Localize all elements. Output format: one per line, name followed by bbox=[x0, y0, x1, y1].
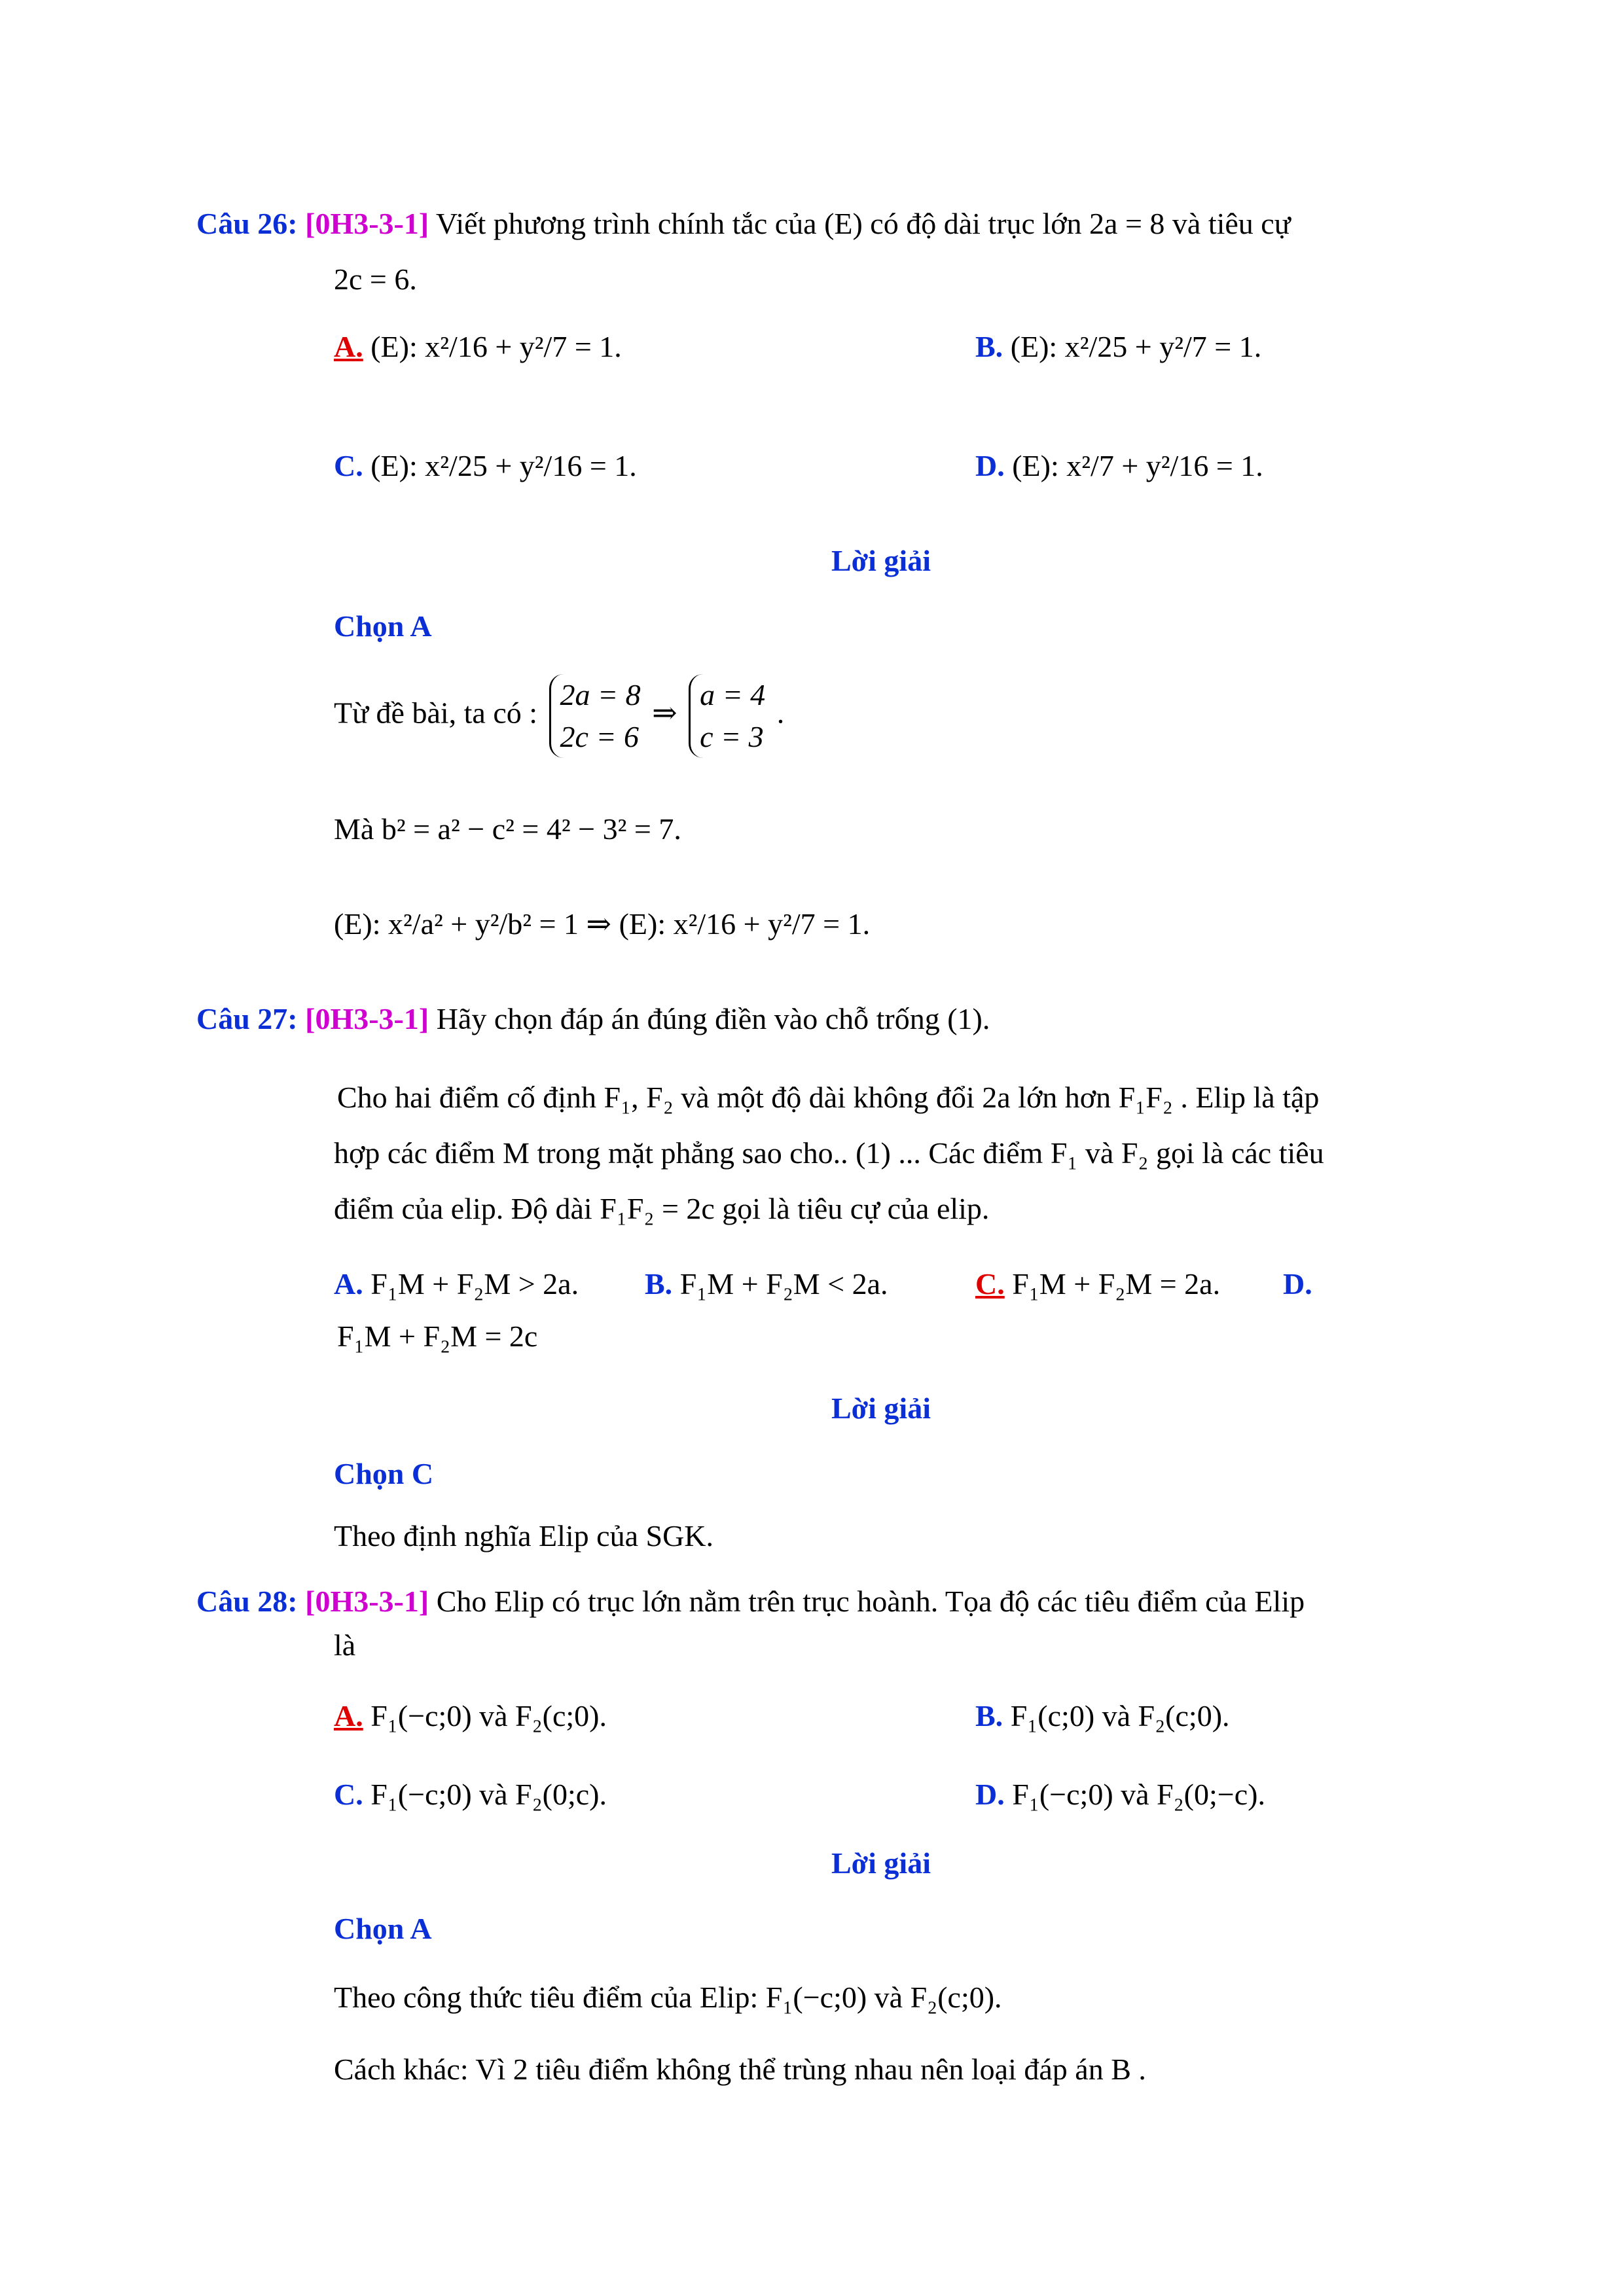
q28-option-a bbox=[334, 1695, 607, 1737]
q27-explain: Theo định nghĩa Elip của SGK. bbox=[334, 1519, 714, 1552]
q26-system-given: 2a = 8 2c = 6 bbox=[549, 674, 641, 758]
q27-option-c-expr: F₁M + F₂M = 2a. bbox=[1012, 1267, 1221, 1300]
q28-option-a-expr: F₁(−c;0) và F₂(c;0). bbox=[370, 1699, 607, 1732]
q28-tag: [0H3-3-1] bbox=[305, 1585, 429, 1618]
q26-option-b-letter: B. bbox=[975, 330, 1003, 363]
q26-choice: Chọn A bbox=[334, 609, 432, 643]
q28-choice: Chọn A bbox=[334, 1912, 432, 1945]
q26-option-d-letter: D. bbox=[975, 449, 1005, 482]
q26-option-c bbox=[334, 445, 637, 487]
q27-option-b-expr: F₁M + F₂M < 2a. bbox=[679, 1267, 888, 1300]
q26-line2: Mà b² = a² − c² = 4² − 3² = 7. bbox=[334, 812, 681, 846]
q27-option-a bbox=[334, 1263, 579, 1305]
q27-option-a-expr: F₁M + F₂M > 2a. bbox=[370, 1267, 579, 1300]
q27-para-line1: Cho hai điểm cố định F₁, F₂ và một độ dài không đổi 2a lớn hơn F₁F₂ . Elip là tập bbox=[337, 1081, 1320, 1114]
q27-option-b bbox=[645, 1263, 888, 1305]
q26-tag: [0H3-3-1] bbox=[305, 207, 429, 240]
q27-text: Hãy chọn đáp án đúng điền vào chỗ trống (1). bbox=[436, 1002, 990, 1035]
q28-option-d bbox=[975, 1774, 1265, 1816]
q28-explain: Theo công thức tiêu điểm của Elip: F₁(−c;0) và F₂(c;0). bbox=[334, 1981, 1002, 2014]
q28-option-d-letter: D. bbox=[975, 1778, 1005, 1811]
q26-option-d bbox=[975, 445, 1263, 487]
q28-option-c-letter: C. bbox=[334, 1778, 363, 1811]
q28-solution-title: Lời giải bbox=[831, 1846, 931, 1880]
q26-option-a bbox=[334, 326, 622, 368]
q27-tag: [0H3-3-1] bbox=[305, 1002, 429, 1035]
q28-option-b-expr: F₁(c;0) và F₂(c;0). bbox=[1010, 1699, 1230, 1732]
q27-header bbox=[196, 998, 990, 1040]
q28-header bbox=[196, 1581, 1305, 1623]
q27-option-b-letter: B. bbox=[645, 1267, 673, 1300]
q28-option-b bbox=[975, 1695, 1230, 1737]
q27-choice: Chọn C bbox=[334, 1457, 434, 1490]
q26-text-cont: 2c = 6. bbox=[334, 262, 417, 296]
q26-system-result: a = 4 c = 3 bbox=[689, 674, 765, 758]
q28-explain-alt: Cách khác: Vì 2 tiêu điểm không thể trùng nhau nên loại đáp án B . bbox=[334, 2053, 1146, 2086]
q26-text: Viết phương trình chính tắc của (E) có độ dài trục lớn 2a = 8 và tiêu cự bbox=[435, 207, 1291, 240]
q28-option-d-expr: F₁(−c;0) và F₂(0;−c). bbox=[1012, 1778, 1265, 1811]
q26-option-b-expr: (E): x²/25 + y²/7 = 1. bbox=[1010, 330, 1262, 363]
q27-option-d-letter-wrap bbox=[1283, 1263, 1312, 1305]
q26-line3: (E): x²/a² + y²/b² = 1 ⇒ (E): x²/16 + y²/7 = 1. bbox=[334, 907, 871, 941]
q26-label: Câu 26: bbox=[196, 207, 298, 240]
q28-option-b-letter: B. bbox=[975, 1699, 1003, 1732]
q26-option-a-letter: A. bbox=[334, 330, 363, 363]
q27-para-line2: hợp các điểm M trong mặt phẳng sao cho.. (1) ... Các điểm F₁ và F₂ gọi là các tiêu bbox=[334, 1136, 1324, 1170]
q26-option-c-letter: C. bbox=[334, 449, 363, 482]
q27-option-c-letter: C. bbox=[975, 1267, 1005, 1300]
q27-label: Câu 27: bbox=[196, 1002, 298, 1035]
q26-option-c-expr: (E): x²/25 + y²/16 = 1. bbox=[370, 449, 637, 482]
q26-line1-prefix: Từ đề bài, ta có : bbox=[334, 696, 538, 730]
q28-option-a-letter: A. bbox=[334, 1699, 363, 1732]
q27-option-c bbox=[975, 1263, 1220, 1305]
q28-option-c-expr: F₁(−c;0) và F₂(0;c). bbox=[370, 1778, 607, 1811]
q26-solution-title: Lời giải bbox=[831, 544, 931, 577]
q27-solution-title: Lời giải bbox=[831, 1391, 931, 1425]
q28-text-cont: là bbox=[334, 1628, 356, 1662]
q26-header bbox=[196, 203, 1291, 245]
q28-option-c bbox=[334, 1774, 607, 1816]
q26-option-b bbox=[975, 326, 1261, 368]
q26-option-d-expr: (E): x²/7 + y²/16 = 1. bbox=[1012, 449, 1263, 482]
q27-option-a-letter: A. bbox=[334, 1267, 363, 1300]
q27-option-d-expr: F₁M + F₂M = 2c bbox=[337, 1319, 538, 1353]
q28-text: Cho Elip có trục lớn nằm trên trục hoành. Tọa độ các tiêu điểm của Elip bbox=[436, 1585, 1305, 1618]
q28-label: Câu 28: bbox=[196, 1585, 298, 1618]
q27-option-d-letter: D. bbox=[1283, 1267, 1312, 1300]
q26-option-a-expr: (E): x²/16 + y²/7 = 1. bbox=[370, 330, 622, 363]
q27-para-line3: điểm của elip. Độ dài F₁F₂ = 2c gọi là tiêu cự của elip. bbox=[334, 1192, 990, 1225]
q26-line1: Từ đề bài, ta có : 2a = 8 2c = 6 ⇒ a = 4 c = 3 . bbox=[334, 674, 784, 758]
